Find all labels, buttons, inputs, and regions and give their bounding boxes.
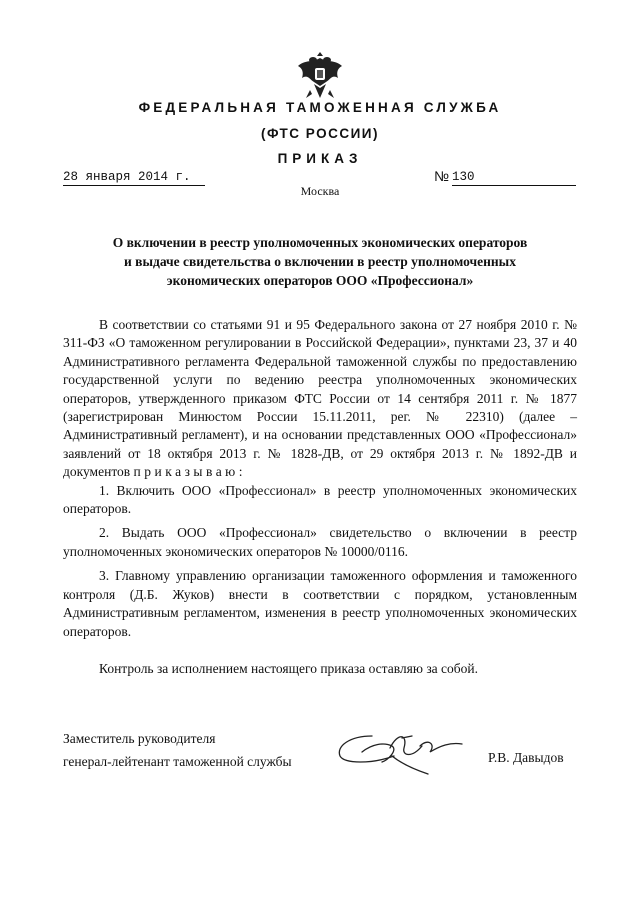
position-line: Заместитель руководителя: [63, 731, 216, 746]
subject-line: О включении в реестр уполномоченных экономических операторов: [112, 235, 528, 250]
number-sign: №: [434, 168, 450, 184]
signer-name: Р.В. Давыдов: [488, 750, 564, 765]
order-number: 130: [452, 170, 576, 186]
order-body: [63, 316, 577, 641]
city: Москва: [300, 184, 340, 198]
order-date: 28 января 2014 г.: [63, 170, 205, 186]
subject-line: экономических операторов ООО «Профессионал»: [166, 273, 474, 288]
item-1: 1. Включить ООО «Профессионал» в реестр уполномоченных экономических операторов.: [63, 482, 577, 517]
agency-abbreviation: (ФТС РОССИИ): [261, 126, 379, 141]
item-2: 2. Выдать ООО «Профессионал» свидетельство о включении в реестр уполномоченных экономических операторов № 10000/0116.: [63, 525, 577, 559]
item-3: 3. Главному управлению организации таможенного оформления и таможенного контроля (Д.Б. Жуков) внести в соответствии с порядком, установленным Административным регламентом, изменения в реестр уполномоченных экономических операторов.: [63, 568, 577, 639]
order-word: приказываю:: [133, 464, 247, 480]
handwritten-signature: [332, 726, 482, 782]
subject-line: и выдаче свидетельства о включении в реестр уполномоченных: [124, 254, 516, 269]
order-subject: [60, 233, 580, 290]
coat-of-arms-emblem: [296, 50, 344, 102]
signatory-position: [63, 727, 292, 773]
preamble-paragraph: [63, 316, 577, 482]
agency-name: ФЕДЕРАЛЬНАЯ ТАМОЖЕННАЯ СЛУЖБА: [138, 100, 502, 115]
document-type: ПРИКАЗ: [277, 151, 363, 166]
control-statement: Контроль за исполнением настоящего приказа оставляю за собой.: [99, 661, 478, 676]
preamble-text: В соответствии со статьями 91 и 95 Федерального закона от 27 ноября 2010 г. № 311-ФЗ «О таможенном регулировании в Российской Федерации», пунктами 23, 37 и 40 Административного регламента Федеральной таможенной службы по предоставлению государственной услуги по ведению реестра уполномоченных экономических операторов, утвержденного приказом ФТС России от 14 сентября 2011 г. № 1877 (зарегистрирован Минюстом России 15.11.2011, рег. № 22310) (далее – Административный регламент), и на основании представленных ООО «Профессионал» заявлений от 18 октября 2013 г. № 1828-ДВ, от 29 октября 2013 г. № 1892-ДВ и документов: [63, 317, 577, 480]
position-line: генерал-лейтенант таможенной службы: [63, 754, 292, 769]
